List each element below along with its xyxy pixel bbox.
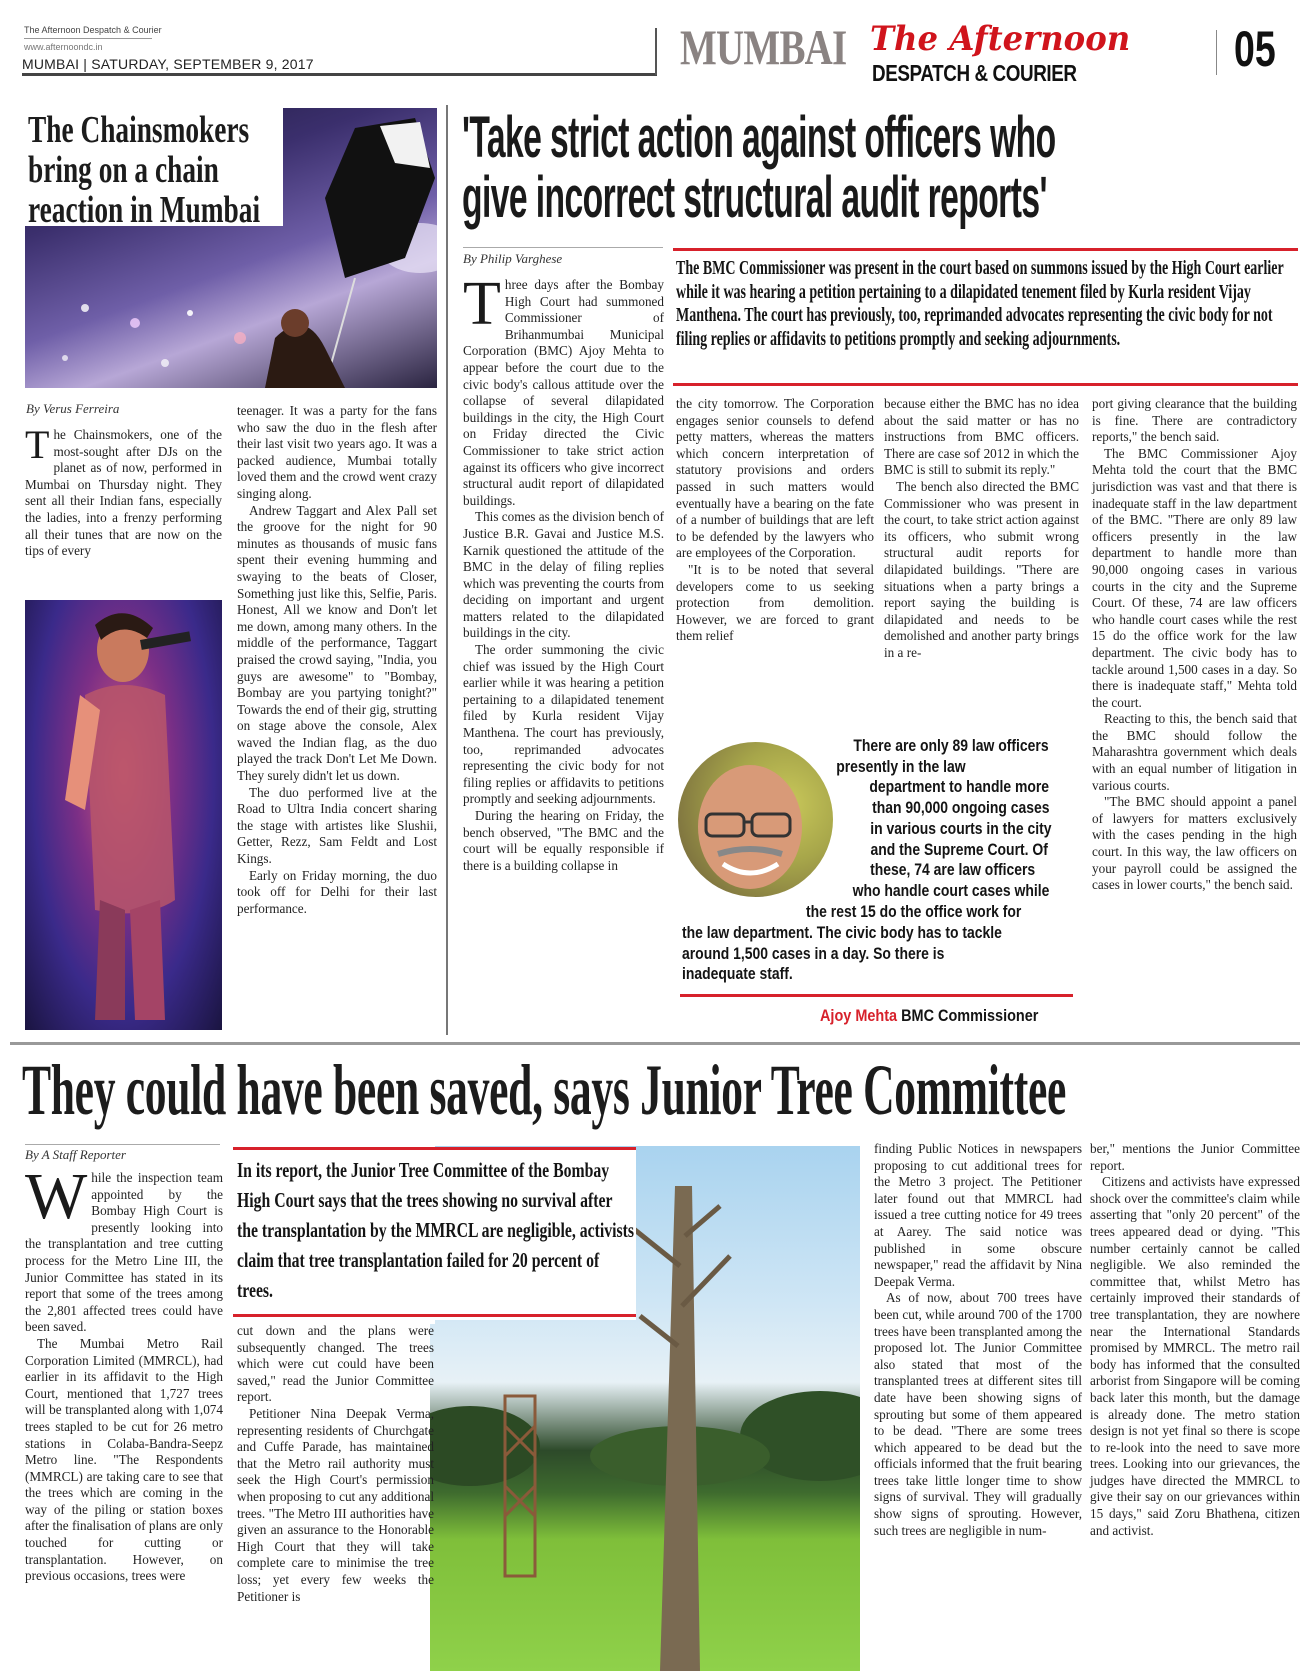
masthead-small-rule — [24, 38, 152, 39]
paragraph: The order summoning the civic chief was issued by the High Court earlier while it was hearing a petition pertaining to a dilapidated tenement filed by Kurla resident Vijay Manthena. The court has previously, too, reprimanded advocates representing the civic body for not filing replies or affidavits to petitions promptly and seeking adjournments. — [463, 642, 664, 807]
paragraph: the city tomorrow. The Corporation engages senior counsels to defend petty matters, whereas the matters which concern interpretation of statutory provisions and orders passed in such matters would eventually have a bearing on the fate of a number of buildings that are left to be defended by the lawyers who are employees of the Corporation. — [676, 396, 874, 561]
singer-illustration — [25, 600, 222, 1030]
trees-headline: They could have been saved, says Junior Tree Committee — [22, 1050, 1067, 1130]
section-divider-horizontal — [10, 1042, 1300, 1045]
website-link[interactable]: www.afternoondc.in — [24, 42, 103, 52]
byline: By A Staff Reporter — [25, 1147, 126, 1162]
paragraph: This comes as the division bench of Justice B.R. Gavai and Justice M.S. Karnik questioned the attitude of the BMC in the delay of filing replies which was preventing the courts from deciding on important and urgent matters related to the dilapidated buildings in the city. — [463, 509, 664, 641]
page-number: 05 — [1234, 21, 1276, 77]
paragraph: he Chainsmokers, one of the most-sought after DJs on the planet as of now, performed in Mumbai on Thursday night. They sent all their Indian fans, especially the ladies, into a frenzy performing all their tunes that are now on the tips of every — [25, 427, 222, 559]
paragraph: The bench also directed the BMC Commissioner who was present in the court, to take strict action against its officers, who submit wrong structural audit reports for dilapidated buildings. "There are situations when a party brings a report saying the building is dilapidated and needs to be demolished and another party brings in a re- — [884, 478, 1079, 660]
ajoy-mehta-portrait — [678, 742, 833, 897]
singer-with-microphone-photo — [25, 600, 222, 1030]
quote-text-lower — [682, 923, 1092, 985]
section-title: MUMBAI — [680, 19, 847, 75]
paragraph: Petitioner Nina Deepak Verma, representing residents of Churchgate and Cuffe Parade, has maintained that the Metro rail authority must seek the High Court's permission when proposing to cut any additional trees. "The Metro III authorities have given an assurance to the Honorable High Court that they will take complete care to minimise the tree loss; yet every few weeks the Petitioner is — [237, 1405, 434, 1604]
paragraph: hree days after the Bombay High Court had summoned Commissioner of Brihanmumbai Municipal Corporation (BMC) Ajoy Mehta to appear before the court due to the civic body's callous attitude over the collapse of several dilapidated buildings in the city, the High Court on Friday directed the Civic Commissioner to take strict action against its officers who give incorrect structural audit report of dilapidated buildings. — [463, 277, 664, 508]
masthead-underline — [22, 73, 657, 76]
paragraph: because either the BMC has no idea about the said matter or has no instructions from BMC officers. There are case sof 2012 in which the BMC is still to submit its reply." — [884, 396, 1079, 478]
page-number-divider — [1216, 30, 1217, 75]
quote-line: and the Supreme Court. Of — [870, 839, 1048, 859]
paragraph: finding Public Notices in newspapers proposing to cut additional trees for the Metro 3 project. The Petitioner later found out that MMRCL had issued a tree cutting notice for 49 trees at Aarey. The said notice was published in some obscure newspaper," read the affidavit by Nina Deepak Verma. — [874, 1141, 1082, 1289]
byline-rule — [463, 247, 663, 248]
deck-bottom-rule — [673, 383, 1298, 386]
paragraph: As of now, about 700 trees have been cut, while around 700 of the 1700 trees have been transplanted among the proposed lot. The Junior Committee also stated that most of the transplanted trees at different sites till date have been showing signs of sprouting but some of them appeared to be dead. "There are some trees which appeared to be dead but the officials informed that the fruit bearing trees take little longer time to show signs of survival. They will gradually show signs of sprouting. However, such trees are negligible in num- — [874, 1290, 1082, 1538]
headline-line-2: bring on a chain — [28, 149, 219, 191]
quote-line-9: the rest 15 do the office work for — [806, 902, 1022, 921]
quote-line: in various courts in the city — [870, 818, 1052, 838]
paragraph: The duo performed live at the Road to Ultra India concert sharing the stage with artistes like Slushii, Getter, Rezz, Sam Feldt and Lost Kings. — [237, 784, 437, 867]
logo-despatch-courier: DESPATCH & COURIER — [872, 60, 1077, 86]
paragraph: Andrew Taggart and Alex Pall set the groove for the night for 90 minutes as thousands of music fans spent their evening humming and swaying to the beats of Closer, Something just like this, Selfie, Paris. Honest, All we know and Don't let me down, among many others. In the middle of the performance, Taggart praised the crowd saying, "India, you guys are awesome" to "Bombay, Bombay are you partying tonight?" Towards the end of their gig, strutting on stage above the console, Alex waved the Indian flag, as the duo played the track Don't Let Me Down. They surely didn't let us down. — [237, 502, 437, 784]
paragraph: hile the inspection team appointed by the Bombay High Court is presently looking into the transplantation and tree cutting process for the Metro Line III, the Junior Committee has stated in its report that some of the trees among the 2,801 affected trees could have been saved. — [25, 1170, 223, 1335]
logo-the-afternoon: The Afternoon — [870, 19, 1131, 59]
quote-attribution — [820, 1006, 1038, 1026]
bmc-column-3 — [884, 396, 1079, 662]
quote-line: these, 74 are law officers — [870, 860, 1036, 880]
paragraph: Early on Friday morning, the duo took off for Delhi for their last performance. — [237, 867, 437, 916]
paragraph: ber," mentions the Junior Committee report. — [1090, 1141, 1300, 1173]
quote-rule — [680, 994, 1073, 997]
chainsmokers-headline — [28, 110, 260, 230]
paragraph: During the hearing on Friday, the bench observed, "The BMC and the court will be equally responsible if there is a building collapse in — [463, 808, 664, 873]
chainsmokers-column-2 — [237, 403, 437, 917]
bmc-deck: The BMC Commissioner was present in the court based on summons issued by the High Court earlier while it was hearing a petition pertaining to a dilapidated tenement filed by Kurla resident Vijay Manthena. The court has previously, too, reprimanded advocates representing the civic body for not filing replies or affidavits to petitions promptly and seeking adjournments. — [676, 257, 1284, 350]
paragraph: port giving clearance that the building is fine. There are contradictory reports," the bench said. — [1092, 396, 1297, 445]
byline: By Verus Ferreira — [26, 401, 120, 416]
quote-line: presently in the law — [836, 756, 966, 776]
paragraph: Citizens and activists have expressed shock over the committee's claim while asserting that "only 20 percent" of the trees appeared dead or dying. "This number certainly cannot be called negligible. We also reminded the committee that, whilst Metro has certainly improved their standards of tree transplantation, they are nowhere near the International Standards promised by MMRCL. The metro rail body has informed that the consulted arborist from Singapore will be coming back later this month, but the damage is already done. The metro station design is not yet final so there is scope to re-look into the need to save more trees. Looking into our grievances, the judges have directed the MMRCL to give their say on our grievances within 15 days," said Zoru Bhathena, citizen and activist. — [1090, 1174, 1300, 1538]
trees-column-4 — [1090, 1141, 1300, 1539]
dropcap: T — [25, 422, 50, 467]
attribution-title: BMC Commissioner — [901, 1006, 1039, 1025]
date-line: MUMBAI | SATURDAY, SEPTEMBER 9, 2017 — [22, 56, 314, 72]
paragraph: The Mumbai Metro Rail Corporation Limited (MMRCL), had earlier in its affidavit to the High Court, mentioned that 1,727 trees will be transplanted along with 1,074 trees stapled to be cut for 26 metro stations in Colaba-Bandra-Seepz Metro line. "The Respondents (MMRCL) are taking care to see that the trees which are coming in the way of the piling or station boxes after the finalisation of plans are only touched for cutting or transplantation. However, on previous occasions, trees were — [25, 1335, 223, 1584]
paragraph: cut down and the plans were subsequently changed. The trees which were cut could have been saved," read the Junior Committee report. — [237, 1323, 434, 1405]
deck-bottom-rule — [233, 1314, 636, 1317]
bmc-column-1 — [463, 270, 664, 874]
quote-line: department to handle more — [869, 777, 1050, 797]
quote-line: than 90,000 ongoing cases — [872, 798, 1050, 818]
section-divider-vertical — [446, 105, 448, 1035]
headline-line-2: give incorrect structural audit reports' — [462, 165, 1047, 230]
paragraph: teenager. It was a party for the fans who saw the duo in the flesh after their last visit two years ago. It was a packed audience, Mumbai totally loved them and the crowd went crazy singing along. — [237, 403, 437, 501]
quote-line: There are only 89 law officers — [853, 736, 1049, 755]
quote-line: around 1,500 cases in a day. So there is — [682, 943, 945, 963]
headline-line-1: 'Take strict action against officers who — [462, 105, 1056, 170]
deck-top-rule — [673, 248, 1298, 251]
trees-column-3 — [874, 1141, 1082, 1539]
bmc-headline — [462, 105, 1056, 230]
quote-line: inadequate staff. — [682, 964, 793, 984]
headline-line-3: reaction in Mumbai — [28, 189, 261, 231]
attribution-name: Ajoy Mehta — [820, 1006, 898, 1025]
portrait-illustration — [678, 742, 833, 897]
bmc-column-4 — [1092, 396, 1297, 894]
masthead-divider — [655, 28, 657, 75]
trees-column-1 — [25, 1160, 223, 1585]
quote-line: the law department. The civic body has to tackle — [682, 923, 1002, 942]
byline-rule — [25, 1144, 220, 1145]
quote-line: who handle court cases while — [852, 880, 1050, 900]
paragraph: The BMC Commissioner Ajoy Mehta told the court that the BMC jurisdiction was vast and that there is inadequate staff in the law department of the BMC. "There are only 89 law officers presently in the law department to handle more than 90,000 ongoing cases in various courts in the city and the Supreme Court. Of these, 74 are law officers who handle court cases while the rest 15 do the office work for the law department. The civic body has to tackle around 1,500 cases in a day. So there is inadequate staff," Mehta told the court. — [1092, 445, 1297, 710]
paragraph: Reacting to this, the bench said that the BMC should follow the Maharashtra government which deals with an equal number of litigation in various courts. — [1092, 711, 1297, 793]
bmc-column-2 — [676, 396, 874, 645]
paragraph: "It is to be noted that several developers come to us seeking protection from demolition. However, we are forced to grant them relief — [676, 561, 874, 644]
byline: By Philip Varghese — [463, 251, 563, 266]
dropcap: T — [463, 270, 501, 338]
trees-column-2 — [237, 1323, 434, 1605]
publication-name-small: The Afternoon Despatch & Courier — [24, 25, 162, 35]
quote-text-upper — [828, 736, 1074, 902]
paragraph: "The BMC should appoint a panel of lawyers for matters exclusively with the cases pending in the high court. In this way, the law officers on your payroll could be assigned the cases in lower courts," the bench said. — [1092, 794, 1297, 893]
dropcap: W — [25, 1160, 88, 1233]
chainsmokers-column-1 — [25, 422, 222, 560]
trees-deck: In its report, the Junior Tree Committee of the Bombay High Court says that the trees showing no survival after the transplantation by the MMRCL are negligible, activists claim that tree transplantation failed for 20 percent of trees. — [237, 1158, 634, 1302]
headline-line-1: The Chainsmokers — [28, 109, 250, 151]
